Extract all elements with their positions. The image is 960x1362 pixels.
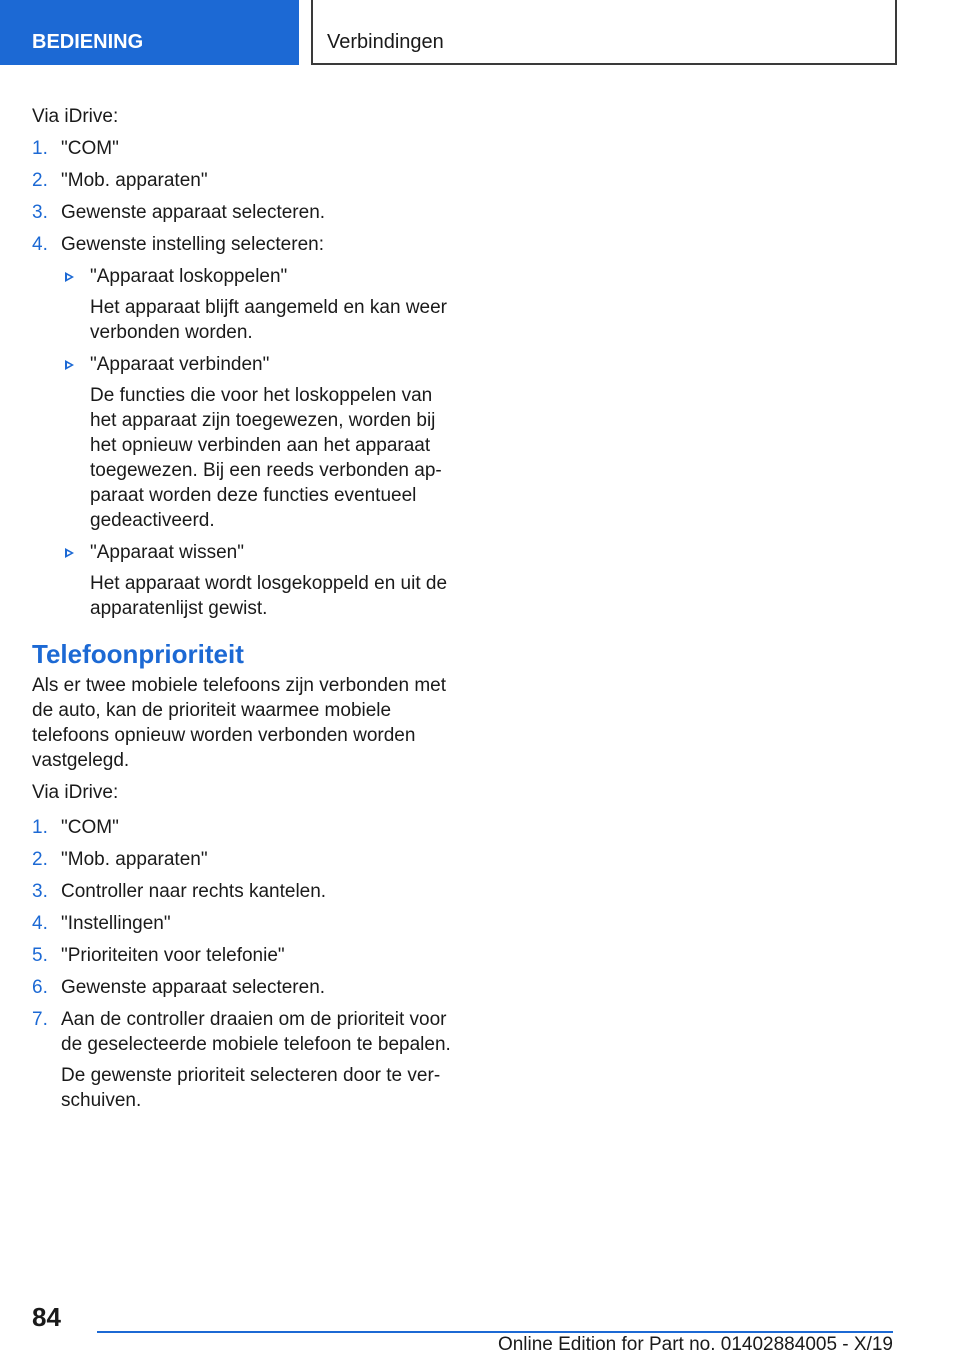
step-text: Gewenste apparaat selecteren.: [61, 977, 326, 998]
triangle-bullet-icon: [65, 360, 74, 370]
step-text: "Mob. apparaten": [61, 170, 208, 191]
option-list: [61, 264, 452, 621]
option-label: "Apparaat loskoppelen": [90, 266, 288, 287]
list-item: [32, 943, 452, 968]
list-item: [32, 1007, 452, 1113]
intro-text: Via iDrive:: [32, 106, 119, 127]
step-number: 5.: [32, 945, 48, 966]
option-description: De functies die voor het loskoppelen van het apparaat zijn toegewezen, worden bij het opnieuw verbinden aan het apparaat toegewezen. Bij een reeds verbonden apparaat worden deze functies eventueel gedeactiveerd.: [90, 385, 442, 531]
step-number: 1.: [32, 817, 48, 838]
page-number: 84: [32, 1302, 61, 1332]
step-number: 4.: [32, 913, 48, 934]
option-description: Het apparaat wordt losgekoppeld en uit de apparatenlijst gewist.: [90, 573, 448, 619]
section-tab: [0, 0, 299, 65]
list-item: [32, 200, 452, 225]
triangle-bullet-icon: [65, 272, 74, 282]
step-text: Controller naar rechts kantelen.: [61, 881, 327, 902]
main-content: [32, 104, 452, 1121]
option-label: "Apparaat verbinden": [90, 354, 270, 375]
step-number: 2.: [32, 170, 48, 191]
list-item: [32, 232, 452, 621]
intro-text: Via iDrive:: [32, 782, 119, 803]
section-title: BEDIENING: [32, 31, 144, 53]
step-text: "COM": [61, 817, 119, 838]
step-description: De gewenste prioriteit selecteren door te verschuiven.: [61, 1065, 441, 1111]
option-item: [61, 264, 452, 345]
step-text: "Instellingen": [61, 913, 171, 934]
step-number: 6.: [32, 977, 48, 998]
step-text: "COM": [61, 138, 119, 159]
section-heading: Telefoonprioriteit: [32, 639, 244, 669]
list-item: [32, 975, 452, 1000]
step-text: Aan de controller draaien om de prioriteit voor de geselecteerde mobiele telefoon te bepalen.: [61, 1009, 451, 1055]
step-text: Gewenste instelling selecteren:: [61, 234, 324, 255]
chapter-title: Verbindingen: [327, 31, 444, 53]
step-list: [32, 815, 452, 1113]
step-number: 3.: [32, 881, 48, 902]
list-item: [32, 847, 452, 872]
chapter-tab: [311, 0, 897, 65]
step-number: 4.: [32, 234, 48, 255]
step-number: 1.: [32, 138, 48, 159]
option-label: "Apparaat wissen": [90, 542, 244, 563]
footer-divider: [97, 1331, 893, 1333]
step-text: Gewenste apparaat selecteren.: [61, 202, 326, 223]
step-number: 2.: [32, 849, 48, 870]
list-item: [32, 136, 452, 161]
list-item: [32, 879, 452, 904]
step-number: 3.: [32, 202, 48, 223]
step-text: "Prioriteiten voor telefonie": [61, 945, 285, 966]
list-item: [32, 911, 452, 936]
list-item: [32, 168, 452, 193]
step-list: [32, 136, 452, 621]
section-paragraph: Als er twee mobiele telefoons zijn verbonden met de auto, kan de prioriteit waarmee mobiele telefoons opnieuw worden verbonden worden vastgelegd.: [32, 675, 447, 771]
option-item: [61, 540, 452, 621]
step-number: 7.: [32, 1009, 48, 1030]
triangle-bullet-icon: [65, 548, 74, 558]
edition-info: Online Edition for Part no. 01402884005 - X/19: [497, 1334, 893, 1355]
option-item: [61, 352, 452, 533]
step-text: "Mob. apparaten": [61, 849, 208, 870]
list-item: [32, 815, 452, 840]
option-description: Het apparaat blijft aangemeld en kan weer verbonden worden.: [90, 297, 448, 343]
